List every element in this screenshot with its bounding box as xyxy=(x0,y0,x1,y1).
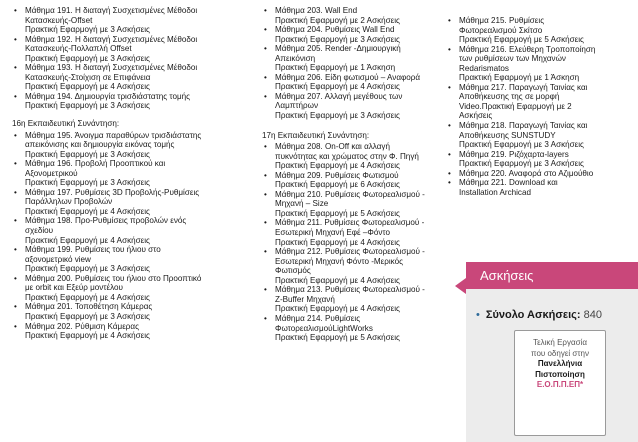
lesson-title: • Μάθημα 197. Ρυθμίσεις 3D Προβολής-Ρυθμίσεις xyxy=(25,187,200,197)
lesson-title: • Μάθημα 193. Η διαταγή Συσχετισμένες Μέθοδοι xyxy=(25,63,198,73)
lesson-title: • Μάθημα 200. Ρυθμίσεις του ήλιου στο Προοπτικό xyxy=(25,273,202,283)
lesson-title: • Μάθημα 205. Render -Δημιουργική xyxy=(275,44,401,54)
middle-column xyxy=(262,6,454,343)
lesson-title: • Μάθημα 194. Δημιουργία τρισδιάστατης τομής xyxy=(25,91,191,101)
lesson-item xyxy=(12,159,250,188)
lesson-detail: με orbit και Εξεύρ μοντέλου xyxy=(25,283,123,293)
lesson-title: • Μάθημα 215. Ρυθμίσεις xyxy=(459,16,545,25)
lesson-item xyxy=(12,216,250,245)
lesson-title: • Μάθημα 220. Αναφορά στο Αζιμούθιο xyxy=(459,168,594,178)
left-column xyxy=(12,6,250,341)
lesson-detail: Αξονομετρικού xyxy=(25,168,78,178)
lesson-detail: Αποθήκευσης της σε μορφή xyxy=(459,92,560,102)
lesson-item xyxy=(262,171,454,190)
lesson-detail: Λαμπτήρων xyxy=(275,101,319,111)
lesson-detail: Πρακτική Εφαρμογή με 4 Ασκήσεις xyxy=(25,235,150,245)
lesson-detail: Installation Archicad xyxy=(459,187,531,197)
lesson-title: • Μάθημα 214. Ρυθμίσεις xyxy=(275,313,361,323)
lesson-detail: Κατασκευής-Offset xyxy=(25,15,93,25)
lesson-item xyxy=(262,6,454,25)
lesson-detail: σχεδίου xyxy=(25,226,54,236)
lesson-detail: Αποθήκευσης SUNSTUDY xyxy=(459,130,556,140)
lesson-detail: Πρακτική Εφαρμογή με 5 Ασκήσεις xyxy=(275,208,400,218)
lesson-item xyxy=(262,92,454,121)
lesson-detail: Πρακτική Εφαρμογή με 4 Ασκήσεις xyxy=(275,161,400,171)
lesson-list-16b xyxy=(262,6,454,121)
lesson-title: • Μάθημα 217. Παραγωγή Ταινίας και xyxy=(459,82,588,92)
lesson-detail: Πρακτική Εφαρμογή με 3 Ασκήσεις xyxy=(25,311,150,321)
lesson-detail: Εσωτερική Μηχανή Εφέ –Φόντο xyxy=(275,228,390,238)
lesson-item xyxy=(12,92,250,111)
pointer-arrow-icon xyxy=(455,278,466,294)
lesson-detail: Πρακτική Εφαρμογή με 4 Ασκήσεις xyxy=(275,304,400,314)
lesson-detail: Απεικόνιση xyxy=(275,53,316,63)
lesson-detail: Φωτισμός xyxy=(275,266,311,276)
lesson-detail: Πρακτική Εφαρμογή με 3 Ασκήσεις xyxy=(459,159,584,169)
lesson-title: • Μάθημα 196. Προβολή Προοπτικού και xyxy=(25,159,166,169)
lesson-item xyxy=(446,45,630,83)
lesson-title: • Μάθημα 212. Ρυθμίσεις Φωτορεαλισμού - xyxy=(275,247,425,257)
lesson-detail: Πρακτική Εφαρμογή με 4 Ασκήσεις xyxy=(25,206,150,216)
lesson-title: • Μάθημα 221. Download και xyxy=(459,178,558,188)
lesson-item xyxy=(12,245,250,274)
lesson-detail: Πρακτική Εφαρμογή με 4 Ασκήσεις xyxy=(275,82,400,92)
lesson-title: • Μάθημα 213. Ρυθμίσεις Φωτορεαλισμού - xyxy=(275,285,425,295)
lesson-title: • Μάθημα 192. Η διαταγή Συσχετισμένες Μέθοδοι xyxy=(25,34,198,44)
lesson-title: • Μάθημα 209. Ρυθμίσεις Φωτισμού xyxy=(275,170,399,180)
lesson-item xyxy=(262,142,454,171)
lesson-item xyxy=(12,274,250,303)
lesson-title: • Μάθημα 204. Ρυθμίσεις Wall End xyxy=(275,25,395,35)
lesson-item xyxy=(12,188,250,217)
lesson-title: • Μάθημα 210. Ρυθμίσεις Φωτορεαλισμού - xyxy=(275,189,425,199)
lesson-item xyxy=(12,322,250,341)
lesson-title: • Μάθημα 208. On-Off και αλλαγή xyxy=(275,142,390,152)
lesson-detail: Πρακτική Εφαρμογή με 5 Ασκήσεις xyxy=(275,333,400,343)
lesson-detail: Z-Buffer Μηχανή xyxy=(275,294,335,304)
lesson-detail: Πρακτική Εφαρμογή με 3 Ασκήσεις xyxy=(25,149,150,159)
lesson-detail: Πρακτική Εφαρμογή με 4 Ασκήσεις xyxy=(275,237,400,247)
lesson-detail: πυκνότητας και χρώματος στην Φ. Πηγή xyxy=(275,151,419,161)
lesson-detail: απεικόνισης και δημιουργία εικόνας τομής xyxy=(25,140,175,150)
lesson-item xyxy=(262,247,454,285)
lesson-detail: Πρακτική Εφαρμογή με 1 Άσκηση xyxy=(275,63,396,73)
right-column xyxy=(446,16,630,197)
lesson-detail: Πρακτική Εφαρμογή με 3 Ασκήσεις xyxy=(25,264,150,274)
lesson-list-15 xyxy=(12,6,250,111)
lesson-detail: Πρακτική Εφαρμογή με 3 Ασκήσεις xyxy=(25,53,150,63)
lesson-detail: ΦωτορεαλισμούLightWorks xyxy=(275,323,373,333)
lesson-item xyxy=(12,302,250,321)
lesson-detail: Πρακτική Εφαρμογή με 4 Ασκήσεις xyxy=(275,275,400,285)
lesson-title: • Μάθημα 218. Παραγωγή Ταινίας και xyxy=(459,121,588,131)
lesson-detail: Φωτορεαλισμού Σκίτσο xyxy=(459,25,543,35)
lesson-detail: Πρακτική Εφαρμογή με 3 Ασκήσεις xyxy=(275,34,400,44)
lesson-item xyxy=(12,131,250,160)
lesson-list-16 xyxy=(12,131,250,341)
lesson-item xyxy=(262,44,454,73)
lesson-detail: Πρακτική Εφαρμογή με 4 Ασκήσεις xyxy=(25,82,150,92)
lesson-title: • Μάθημα 191. Η διαταγή Συσχετισμένες Μέθοδοι xyxy=(25,6,198,15)
lesson-title: • Μάθημα 199. Ρυθμίσεις του ήλιου στο xyxy=(25,245,161,255)
lesson-detail: Πρακτική Εφαρμογή με 4 Ασκήσεις xyxy=(25,331,150,341)
lesson-detail: Πρακτική Εφαρμογή με 3 Ασκήσεις xyxy=(25,25,150,35)
lesson-title: • Μάθημα 206. Είδη φωτισμού – Αναφορά xyxy=(275,72,421,82)
session-16-heading: 16η Εκπαιδευτική Συνάντηση: xyxy=(12,119,120,129)
lesson-item xyxy=(262,25,454,44)
lesson-item xyxy=(12,63,250,92)
lesson-detail: Πρακτική Εφαρμογή με 1 Άσκηση xyxy=(459,73,580,83)
lesson-item xyxy=(446,178,630,197)
lesson-title: • Μάθημα 202. Ρύθμιση Κάμερας xyxy=(25,321,139,331)
exercises-total-label: Σύνολο Ασκήσεις: xyxy=(485,309,581,321)
lesson-title: • Μάθημα 195. Άνοιγμα παραθύρων τρισδιάστατης xyxy=(25,130,202,140)
lesson-detail: Πρακτική Εφαρμογή με 3 Ασκήσεις xyxy=(25,101,150,111)
lesson-detail: Πρακτική Εφαρμογή με 4 Ασκήσεις xyxy=(25,292,150,302)
lesson-item xyxy=(446,121,630,150)
lesson-title: • Μάθημα 211. Ρυθμίσεις Φωτορεαλισμού - xyxy=(275,218,425,228)
lesson-detail: Εσωτερική Μηχανή Φόντο -Μερικός xyxy=(275,256,403,266)
lesson-title: • Μάθημα 201. Τοποθέτηση Κάμερας xyxy=(25,302,153,312)
lesson-detail: Παράλληλων Προβολών xyxy=(25,197,113,207)
lesson-item xyxy=(262,218,454,247)
lesson-item xyxy=(12,35,250,64)
session-17-heading: 17η Εκπαιδευτική Συνάντηση: xyxy=(262,130,370,140)
badge-line-1: Τελική Εργασία xyxy=(533,338,587,347)
lesson-title: • Μάθημα 207. Αλλαγή μεγέθους των xyxy=(275,91,403,101)
lesson-item xyxy=(262,73,454,92)
exercises-title: Ασκήσεις xyxy=(466,262,638,289)
lesson-detail: Πρακτική Εφαρμογή με 3 Ασκήσεις xyxy=(25,178,150,188)
badge-line-3: Πανελλήνια xyxy=(537,359,583,368)
badge-line-5: Ε.Ο.Π.Π.ΕΠ* xyxy=(536,380,584,389)
lesson-detail: Ασκήσεις xyxy=(459,111,493,121)
exercises-total xyxy=(476,309,602,321)
lesson-title: • Μάθημα 216. Ελεύθερη Τροποποίηση xyxy=(459,44,596,54)
lesson-list-17 xyxy=(262,142,454,342)
lesson-item xyxy=(446,16,630,45)
lesson-detail: Πρακτική Εφαρμογή με 2 Ασκήσεις xyxy=(275,15,400,25)
badge-line-4: Πιστοποίηση xyxy=(535,369,585,379)
bullet-icon: • xyxy=(476,309,480,321)
lesson-item xyxy=(446,150,630,169)
lesson-title: • Μάθημα 219. Ριζόχαρτα-layers xyxy=(459,149,569,159)
exercises-total-value: 840 xyxy=(583,309,602,321)
lesson-detail: Μηχανή – Size xyxy=(275,199,329,209)
lesson-item xyxy=(446,169,630,179)
badge-line-2: που οδηγεί στην xyxy=(531,348,589,358)
lesson-detail: Πρακτική Εφαρμογή με 3 Ασκήσεις xyxy=(459,140,584,150)
lesson-detail: αξονομετρικό view xyxy=(25,254,91,264)
lesson-detail: Πρακτική Εφαρμογή με 5 Ασκήσεις xyxy=(459,35,584,45)
lesson-detail: Πρακτική Εφαρμογή με 6 Ασκήσεις xyxy=(275,180,400,190)
lesson-item xyxy=(262,190,454,219)
lesson-item xyxy=(446,83,630,121)
lesson-item xyxy=(12,6,250,35)
lesson-detail: των ρυθμίσεων των Μηχανών xyxy=(459,54,566,64)
lesson-detail: Redarismatos xyxy=(459,63,509,73)
lesson-list-17b xyxy=(446,16,630,197)
lesson-detail: Video.Πρακτική Εφαρμογή με 2 xyxy=(459,101,572,111)
lesson-title: • Μάθημα 198. Προ-Ρυθμίσεις προβολών ενός xyxy=(25,216,187,226)
certification-badge xyxy=(514,330,606,436)
lesson-item xyxy=(262,314,454,343)
lesson-item xyxy=(262,285,454,314)
lesson-title: • Μάθημα 203. Wall End xyxy=(275,6,358,15)
lesson-detail: Κατασκευής-Στοίχιση σε Επιφάνεια xyxy=(25,72,151,82)
lesson-detail: Κατασκευής-Πολλαπλή Offset xyxy=(25,44,132,54)
lesson-detail: Πρακτική Εφαρμογή με 3 Ασκήσεις xyxy=(275,111,400,121)
